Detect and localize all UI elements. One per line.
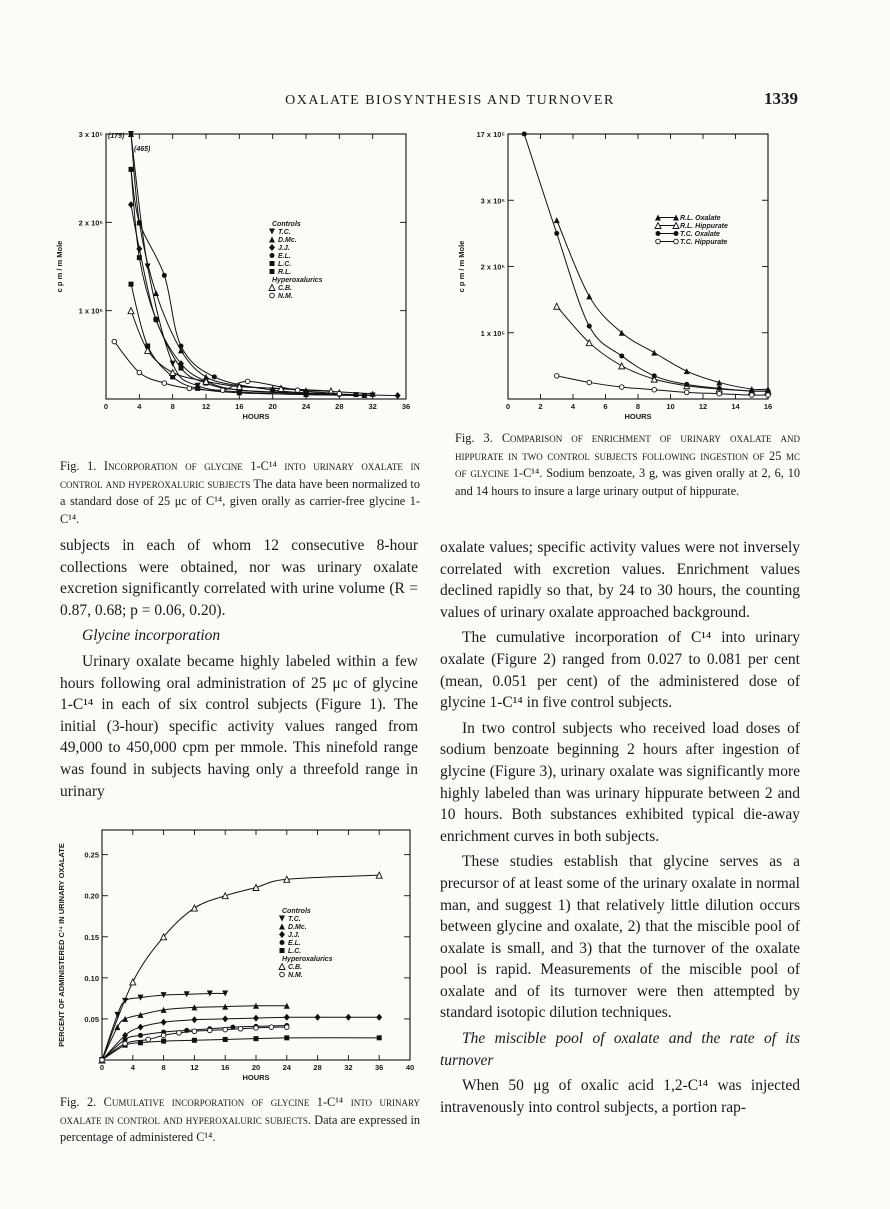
- series-n-m-point: [208, 1028, 213, 1033]
- series-j-j-line: [131, 205, 398, 396]
- legend-label-t-c: T.C.: [278, 229, 291, 236]
- y-tick-label: 3 x 10⁵: [480, 196, 505, 206]
- x-tick-label: 12: [190, 1063, 199, 1072]
- series-r-l-point: [237, 390, 242, 395]
- legend-marker: [656, 231, 661, 236]
- series-t-c-oxalate-point: [717, 386, 722, 391]
- legend-marker: [270, 261, 275, 266]
- series-t-c-hippurate-point: [749, 393, 754, 398]
- series-l-c-point: [284, 1035, 289, 1040]
- y-tick-label: 2 x 10⁵: [480, 262, 505, 272]
- legend-marker: [269, 237, 275, 243]
- legend-label-r-l-hippurate: R.L. Hippurate: [680, 223, 728, 230]
- x-tick-label: 0: [103, 402, 109, 411]
- x-tick-label: 36: [401, 402, 411, 411]
- series-n-m-point: [337, 391, 342, 396]
- legend-label-j-j: J.J.: [278, 245, 290, 252]
- legend-marker: [280, 972, 285, 977]
- legend-label-c-b: C.B.: [278, 285, 292, 292]
- figure-2-title: Cumulative incorporation of glycine 1-C¹⁴ into urinary oxalate in control and hyperoxaluric subjects.: [60, 1095, 420, 1127]
- series-e-l-point: [162, 273, 167, 278]
- x-axis-label: HOURS: [624, 412, 652, 421]
- x-axis-label: HOURS: [242, 412, 270, 421]
- x-tick-label: 8: [170, 402, 175, 411]
- x-tick-label: 40: [405, 1063, 415, 1072]
- legend-label-e-l: E.L.: [278, 253, 291, 260]
- series-n-m-point: [192, 1029, 197, 1034]
- figure-3-title: Comparison of enrichment of urinary oxalate and hippurate in two control subjects following ingestion of 25 μc of glycine 1-C¹⁴.: [455, 431, 800, 480]
- series-n-m-point: [112, 339, 117, 344]
- legend-label-d-mc: D.Mc.: [278, 237, 297, 244]
- series-t-c-hippurate-point: [652, 387, 657, 392]
- y-tick-label: 0.25: [84, 850, 99, 860]
- y-tick-label: 2 x 10⁵: [78, 218, 103, 228]
- series-n-m-point: [137, 370, 142, 375]
- legend-label-c-b: C.B.: [288, 964, 302, 971]
- figure-1-title: Incorporation of glycine 1-C¹⁴ into urinary oxalate in control and hyperoxaluric subjects: [60, 459, 420, 491]
- figure-1-caption-text: The data have been normalized to a standard dose of 25 μc of C¹⁴, given orally as carrier-free glycine 1-C¹⁴.: [60, 476, 420, 526]
- legend-label-d-mc: D.Mc.: [288, 924, 307, 931]
- legend-marker: [279, 924, 285, 930]
- legend-marker: [269, 229, 275, 235]
- series-t-c-hippurate-point: [717, 391, 722, 396]
- right-paragraph-2: The cumulative incorporation of C¹⁴ into urinary oxalate (Figure 2) ranged from 0.027 to 0.081 per cent (mean, 0.051 per cent) of the administered dose of glycine 1-C¹⁴ in five control subjects.: [440, 629, 800, 712]
- annotation-175: (175): [108, 133, 125, 140]
- series-c-b-point: [128, 308, 134, 314]
- series-n-m-point: [254, 1026, 259, 1031]
- x-tick-label: 8: [635, 402, 641, 411]
- page-number: 1339: [764, 89, 798, 108]
- series-c-b-point: [222, 893, 228, 899]
- series-n-m-point: [238, 1026, 243, 1031]
- y-tick-label: 0.05: [84, 1014, 99, 1024]
- series-l-c-point: [129, 167, 134, 172]
- series-j-j-point: [284, 1014, 290, 1021]
- series-e-l-point: [138, 1033, 143, 1038]
- series-c-b-point: [170, 370, 176, 376]
- series-r-l-point: [129, 282, 134, 287]
- right-paragraph-4: These studies establish that glycine serves as a precursor of at least some of the urinary oxalate in normal man, and suggest 1) that relatively little dilution occurs between glycine and oxalate, 2) that the miscible pool of oxalate is small, and 3) that the turnover of the oxalate pool is rapid. Measurements of the miscible pool of oxalate and of its turnover were then attempted by standard isotopic dilution techniques.: [440, 853, 800, 1022]
- running-title: OXALATE BIOSYNTHESIS AND TURNOVER: [285, 93, 615, 108]
- legend-marker: [279, 931, 285, 938]
- series-l-c-point: [137, 255, 142, 260]
- series-l-c-point: [179, 366, 184, 371]
- series-t-c-line: [102, 993, 225, 1060]
- series-n-m-point: [285, 1025, 290, 1030]
- y-axis-label: c p m / m Mole: [457, 240, 466, 293]
- figure-3-caption: [455, 430, 800, 500]
- figure-1-caption: [60, 458, 420, 528]
- legend-group-title: Controls: [272, 221, 301, 228]
- x-tick-label: 4: [137, 402, 142, 411]
- x-tick-label: 16: [763, 402, 773, 411]
- legend-group-title: Hyperoxalurics: [282, 956, 333, 963]
- y-tick-label: 0.20: [84, 891, 99, 901]
- x-tick-label: 4: [130, 1063, 135, 1072]
- series-j-j-point: [222, 1015, 228, 1022]
- series-t-c-oxalate-point: [684, 382, 689, 387]
- x-tick-label: 24: [282, 1063, 291, 1072]
- x-tick-label: 20: [268, 402, 277, 411]
- series-l-c-point: [377, 1035, 382, 1040]
- legend-label-r-l: R.L.: [278, 269, 292, 276]
- legend-label-t-c-oxalate: T.C. Oxalate: [680, 231, 720, 238]
- x-tick-label: 20: [251, 1063, 261, 1072]
- series-n-m-point: [161, 1033, 166, 1038]
- series-n-m-point: [187, 386, 192, 391]
- legend-marker: [656, 239, 661, 244]
- series-r-l-point: [304, 392, 309, 397]
- annotation-465: (465): [134, 146, 151, 153]
- series-t-c-hippurate-point: [587, 380, 592, 385]
- series-j-j-point: [191, 1016, 197, 1023]
- x-tick-label: 10: [666, 402, 675, 411]
- series-t-c-hippurate-point: [684, 390, 689, 395]
- legend-marker: [280, 940, 285, 945]
- legend-label-t-c-hippurate: T.C. Hippurate: [680, 239, 728, 246]
- legend-marker: [674, 239, 679, 244]
- x-tick-label: 36: [375, 1063, 384, 1072]
- legend-marker: [279, 964, 285, 970]
- figure-1-label: Fig. 1.: [60, 459, 97, 473]
- figure-2-caption: [60, 1094, 420, 1147]
- legend-label-n-m: N.M.: [288, 972, 303, 979]
- series-t-c-hippurate-point: [554, 374, 559, 379]
- series-t-c-hippurate-point: [619, 385, 624, 390]
- y-axis-label: c p m / m Mole: [55, 240, 64, 293]
- series-r-l-oxalate-point: [684, 368, 690, 374]
- series-l-c-point: [161, 1039, 166, 1044]
- series-l-c-point: [154, 317, 159, 322]
- series-n-m-point: [162, 381, 167, 386]
- plot-frame: [106, 134, 406, 399]
- series-d-mc-line: [131, 134, 373, 394]
- series-r-l-point: [362, 393, 367, 398]
- series-l-c-point: [354, 392, 359, 397]
- y-tick-label: 3 x 10⁵: [78, 130, 103, 139]
- right-paragraph-3: In two control subjects who received load doses of sodium benzoate beginning 2 hours after ingestion of glycine (Figure 3), urinary oxalate was significantly more highly labeled than was urinary hippurate between 2 and 10 hours. Both substances exhibited typical die-away enrichment curves in both subjects.: [440, 719, 800, 845]
- left-paragraph-2: Urinary oxalate became highly labeled within a few hours following oral administration of 25 μc of glycine 1-C¹⁴ in each of six control subjects (Figure 1). The initial (3-hour) specific activity values ranged from 49,000 to 450,000 cpm per mmole. This ninefold range was found in subjects having only a threefold range in urinary: [60, 652, 418, 800]
- series-n-m-point: [123, 1041, 128, 1046]
- series-j-j-point: [161, 1019, 167, 1026]
- series-r-l-oxalate-point: [716, 379, 722, 385]
- series-t-c-oxalate-line: [524, 134, 768, 391]
- y-tick-label: 0.10: [84, 973, 99, 983]
- series-c-b-line: [102, 875, 379, 1060]
- x-tick-label: 32: [344, 1063, 353, 1072]
- series-r-l-oxalate-point: [651, 350, 657, 356]
- page-header: [60, 89, 840, 117]
- series-j-j-point: [376, 1014, 382, 1021]
- x-tick-label: 16: [235, 402, 244, 411]
- y-axis-label: PERCENT OF ADMINISTERED C¹⁴ IN URINARY OXALATE: [57, 843, 66, 1047]
- x-tick-label: 12: [698, 402, 708, 411]
- section-heading-glycine: Glycine incorporation: [82, 627, 221, 645]
- series-e-l-point: [212, 374, 217, 379]
- series-t-c-oxalate-point: [619, 353, 624, 358]
- series-n-m-point: [146, 1037, 151, 1042]
- series-r-l-oxalate-point: [586, 293, 592, 299]
- legend-marker: [674, 231, 679, 236]
- y-tick-label: 0.15: [84, 932, 99, 942]
- section-heading-miscible-pool: The miscible pool of oxalate and the rate of its turnover: [440, 1030, 800, 1069]
- left-paragraph-1: subjects in each of whom 12 consecutive 8-hour collections were obtained, nor was urinary oxalate excretion significantly correlated with urine volume (R = 0.87, 0.68; p = 0.06, 0.20).: [60, 537, 418, 619]
- series-r-l-hippurate-point: [554, 303, 560, 309]
- series-n-m-point: [100, 1058, 105, 1063]
- series-e-l-point: [137, 220, 142, 225]
- legend-group-title: Controls: [282, 908, 311, 915]
- series-n-m-point: [220, 388, 225, 393]
- series-n-m-point: [177, 1031, 182, 1036]
- series-c-b-point: [130, 979, 136, 985]
- series-c-b-line: [131, 311, 331, 391]
- series-r-l-oxalate-point: [554, 217, 560, 223]
- series-j-j-point: [136, 245, 142, 252]
- series-n-m-point: [245, 379, 250, 384]
- figure-1: [56, 124, 426, 434]
- x-tick-label: 0: [505, 402, 511, 411]
- figure-3-label: Fig. 3.: [455, 431, 493, 445]
- series-t-c-oxalate-point: [522, 132, 527, 137]
- x-tick-label: 28: [335, 402, 344, 411]
- series-c-b-point: [253, 885, 259, 891]
- legend-label-l-c: L.C.: [288, 948, 302, 955]
- series-d-mc-point: [122, 1016, 128, 1022]
- figure-2-caption-text: Data are expressed in percentage of administered C¹⁴.: [60, 1112, 421, 1144]
- y-tick-label: 1 x 10⁵: [78, 306, 103, 316]
- x-tick-label: 14: [731, 402, 740, 411]
- y-tick-label: 1 x 10⁵: [480, 328, 505, 338]
- legend-marker: [279, 916, 285, 922]
- legend-label-r-l-oxalate: R.L. Oxalate: [680, 215, 721, 222]
- legend-marker: [270, 293, 275, 298]
- x-tick-label: 28: [313, 1063, 322, 1072]
- right-paragraph-5: When 50 μg of oxalic acid 1,2-C¹⁴ was injected intravenously into control subjects, a portion rap-: [440, 1077, 800, 1116]
- legend-label-n-m: N.M.: [278, 293, 293, 300]
- legend-label-l-c: L.C.: [278, 261, 292, 268]
- x-tick-label: 32: [368, 402, 377, 411]
- series-t-c-oxalate-point: [652, 373, 657, 378]
- series-n-m-point: [269, 1025, 274, 1030]
- figure-3-chart: [450, 124, 790, 424]
- legend-marker: [270, 269, 275, 274]
- series-j-j-point: [345, 1014, 351, 1021]
- x-tick-label: 8: [161, 1063, 166, 1072]
- series-r-l-hippurate-point: [619, 363, 625, 369]
- x-tick-label: 0: [99, 1063, 105, 1072]
- x-tick-label: 12: [201, 402, 211, 411]
- legend-label-t-c: T.C.: [288, 916, 301, 923]
- x-tick-label: 24: [301, 402, 311, 411]
- figure-3: [450, 124, 790, 424]
- legend-label-j-j: J.J.: [288, 932, 300, 939]
- figure-3-caption-text: Sodium benzoate, 3 g, was given orally at 2, 6, 10 and 14 hours to insure a large urinary output of hippurate.: [455, 466, 801, 498]
- series-e-l-point: [179, 344, 184, 349]
- series-t-c-hippurate-point: [766, 393, 771, 398]
- legend-marker: [269, 285, 275, 291]
- series-c-b-point: [191, 905, 197, 911]
- series-l-c-line: [102, 1038, 379, 1060]
- series-j-j-point: [395, 392, 401, 399]
- figure-1-chart: [56, 124, 426, 434]
- right-paragraph-1: oxalate values; specific activity values were not inversely correlated with excretion values. Enrichment values declined rapidly so that, by 24 to 30 hours, the counting values of urinary oxalate approached background.: [440, 539, 800, 621]
- series-t-c-oxalate-point: [554, 231, 559, 236]
- x-tick-label: 16: [221, 1063, 230, 1072]
- series-t-c-line: [131, 134, 373, 395]
- x-tick-label: 2: [538, 402, 543, 411]
- y-tick-label: 17 x 10⁵: [476, 130, 505, 139]
- series-t-c-point: [170, 361, 176, 367]
- plot-frame: [508, 134, 768, 399]
- series-r-l-oxalate-line: [557, 220, 768, 389]
- series-j-j-point: [253, 1015, 259, 1022]
- figure-2: [56, 818, 426, 1093]
- right-column: [440, 537, 800, 1122]
- left-column: [60, 535, 418, 806]
- series-r-l-point: [195, 386, 200, 391]
- figure-2-chart: [56, 818, 426, 1093]
- legend-marker: [269, 244, 275, 251]
- x-axis-label: HOURS: [242, 1073, 270, 1082]
- series-l-c-point: [223, 1037, 228, 1042]
- legend-label-e-l: E.L.: [288, 940, 301, 947]
- legend-marker: [280, 948, 285, 953]
- series-l-c-point: [192, 1038, 197, 1043]
- series-j-j-point: [315, 1014, 321, 1021]
- legend-marker: [270, 253, 275, 258]
- series-j-j-point: [138, 1024, 144, 1031]
- legend-group-title: Hyperoxalurics: [272, 277, 323, 284]
- figure-2-label: Fig. 2.: [60, 1095, 97, 1109]
- x-tick-label: 6: [603, 402, 608, 411]
- series-n-m-point: [223, 1027, 228, 1032]
- series-t-c-oxalate-point: [587, 324, 592, 329]
- series-d-mc-point: [153, 290, 159, 296]
- series-n-m-point: [295, 388, 300, 393]
- series-l-c-point: [254, 1036, 259, 1041]
- x-tick-label: 4: [570, 402, 576, 411]
